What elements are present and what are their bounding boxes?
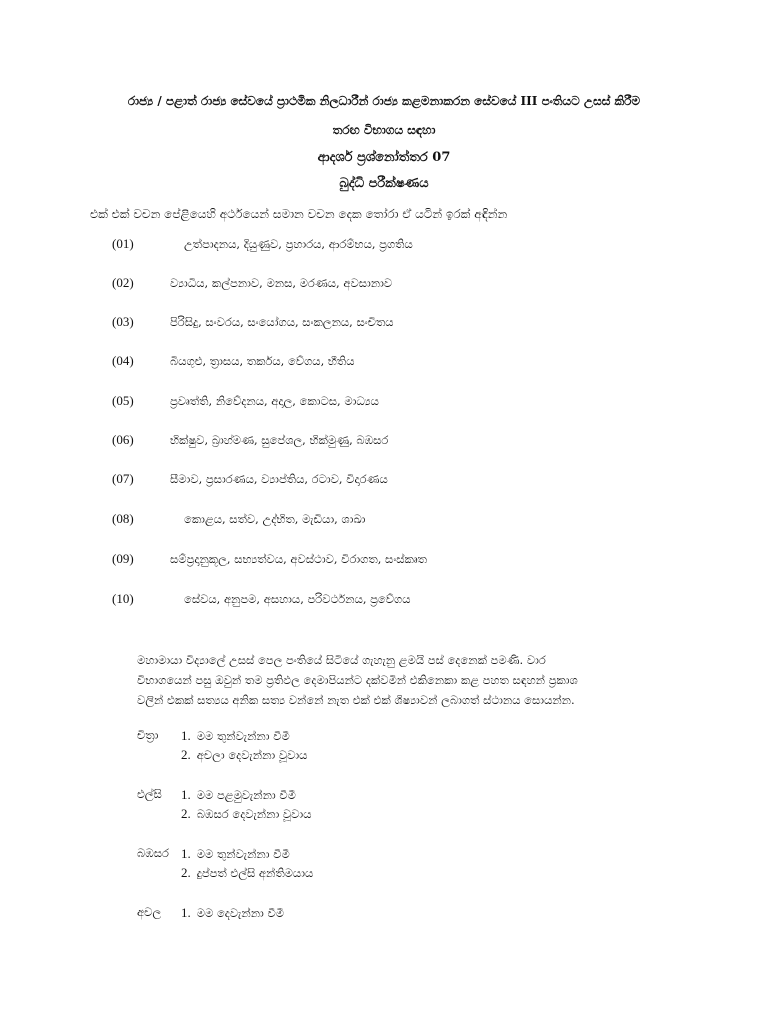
statement-number: 1. — [181, 846, 191, 861]
puzzle-paragraph — [137, 650, 727, 710]
statement-text: මම තුන්වැන්නා වීමී — [196, 729, 290, 743]
person-name: බඹසර — [137, 846, 169, 860]
question-number: (08) — [112, 511, 134, 526]
statement-item — [181, 846, 290, 862]
question-text: පිරිසිදු, සංවරය, සංයෝගය, සංකලනය, සංචිතය — [170, 315, 394, 329]
question-number: (03) — [112, 314, 134, 329]
question-text: ව්‍යාධිය, කල්පනාව, මනස, මරණය, අවසානාව — [170, 276, 393, 290]
question-number: (06) — [112, 432, 134, 447]
question-number: (01) — [112, 236, 134, 251]
statement-text: මම පළමුවැන්නා වීමී — [196, 788, 296, 802]
question-number: (04) — [112, 353, 134, 368]
question-text: උත්පාදනය, දියුණුව, ප්‍රහාරය, ආරම්භය, ප්‍රගතිය — [184, 237, 413, 251]
statement-text: මම තුන්වැන්නා වීමී — [196, 847, 290, 861]
statement-number: 2. — [181, 865, 191, 880]
question-number: (10) — [112, 591, 134, 606]
statement-text: අචලා දෙවැන්නා වූවාය — [196, 748, 308, 762]
statement-item — [181, 865, 313, 881]
statement-number: 1. — [181, 787, 191, 802]
question-text: කොළය, සත්ව, උද්භිත, මැඩියා, ශාඛා — [184, 512, 366, 526]
question-number: (05) — [112, 393, 134, 408]
question-text: භික්ෂුව, බ්‍රාහ්මණ, සුපේශල, භික්මුණු, බඹසර — [170, 433, 389, 447]
heading-section-title: බුද්ධි පරීක්ෂණය — [339, 176, 429, 191]
question-number: (02) — [112, 275, 134, 290]
question-number: (07) — [112, 471, 134, 486]
person-name: අචල — [137, 905, 162, 919]
person-name: චිත්‍රා — [137, 728, 159, 742]
heading-exam-subtitle: තරඟ විභාගය සඳහා — [332, 123, 436, 137]
question-text: සම්ප්‍රදානුකූල, සභ්‍යත්වය, අවස්ථාව, විරාගත, සංස්කෘත — [170, 552, 427, 566]
statement-number: 2. — [181, 747, 191, 762]
statement-text: බඹසර දෙවැන්නා වූවාය — [196, 807, 312, 821]
statement-item — [181, 905, 284, 921]
question-number: (09) — [112, 551, 134, 566]
person-name: එල්සි — [137, 787, 162, 801]
statement-number: 2. — [181, 806, 191, 821]
statement-item — [181, 806, 311, 822]
instruction-text: එක් එක් වචන පේළියෙහි අර්ථයෙන් සමාන වචන දෙක තෝරා ඒ යටින් ඉරක් අඳින්න — [90, 207, 508, 221]
paragraph-line: වලින් එකක් සත්‍යය අනික සත්‍ය වන්නේ නැත එක් එක් ශිෂ්‍යාවන් ලබාගත් ස්ථානය සොයන්න. — [137, 693, 575, 707]
heading-model-questions: ආදර්ශ ප්‍රශ්නෝත්තර 07 — [317, 150, 451, 165]
question-text: බියගුළු, ත්‍රාසය, තර්කය, වේගය, භීතිය — [170, 354, 355, 368]
question-text: ප්‍රවෘත්ති, නිවේදනය, අදාල, කොටස, මාධ්‍යය — [170, 394, 379, 408]
heading-exam-title: රාජ්‍ය / පළාත් රාජ්‍ය සේවයේ ප්‍රාථමික නිලධාරීන් රාජ්‍ය කළමනාකරන සේවයේ III පංතියට උසස් කිරීම — [127, 94, 641, 108]
statement-item — [181, 787, 296, 803]
paragraph-line: විභාගයෙන් පසු ඔවුන් තම ප්‍රතිඵල දෙමාපියන්ට දක්වමින් එකිනෙකා කළ පහත සඳහන් ප්‍රකාශ — [137, 673, 578, 687]
paragraph-line: මහාමායා විද්‍යාලේ උසස් පෙල පංතියේ සිටියේ ගැහැනු ළමයි පස් දෙනෙක් පමණි. වාර — [137, 653, 546, 667]
statement-text: මම දෙවැන්නා වීමී — [196, 906, 285, 920]
statement-item — [181, 747, 307, 763]
statement-number: 1. — [181, 905, 191, 920]
statement-item — [181, 728, 290, 744]
statement-text: දුප්පත් එල්සි අන්තිමයාය — [196, 866, 314, 880]
question-text: සීමාව, ප්‍රසාරණය, ව්‍යාප්තිය, රටාව, විදාරණය — [170, 472, 388, 486]
question-text: සේවය, අනුපම, අසහාය, පරිවර්ථනය, ප්‍රවේගය — [184, 592, 411, 606]
statement-number: 1. — [181, 728, 191, 743]
